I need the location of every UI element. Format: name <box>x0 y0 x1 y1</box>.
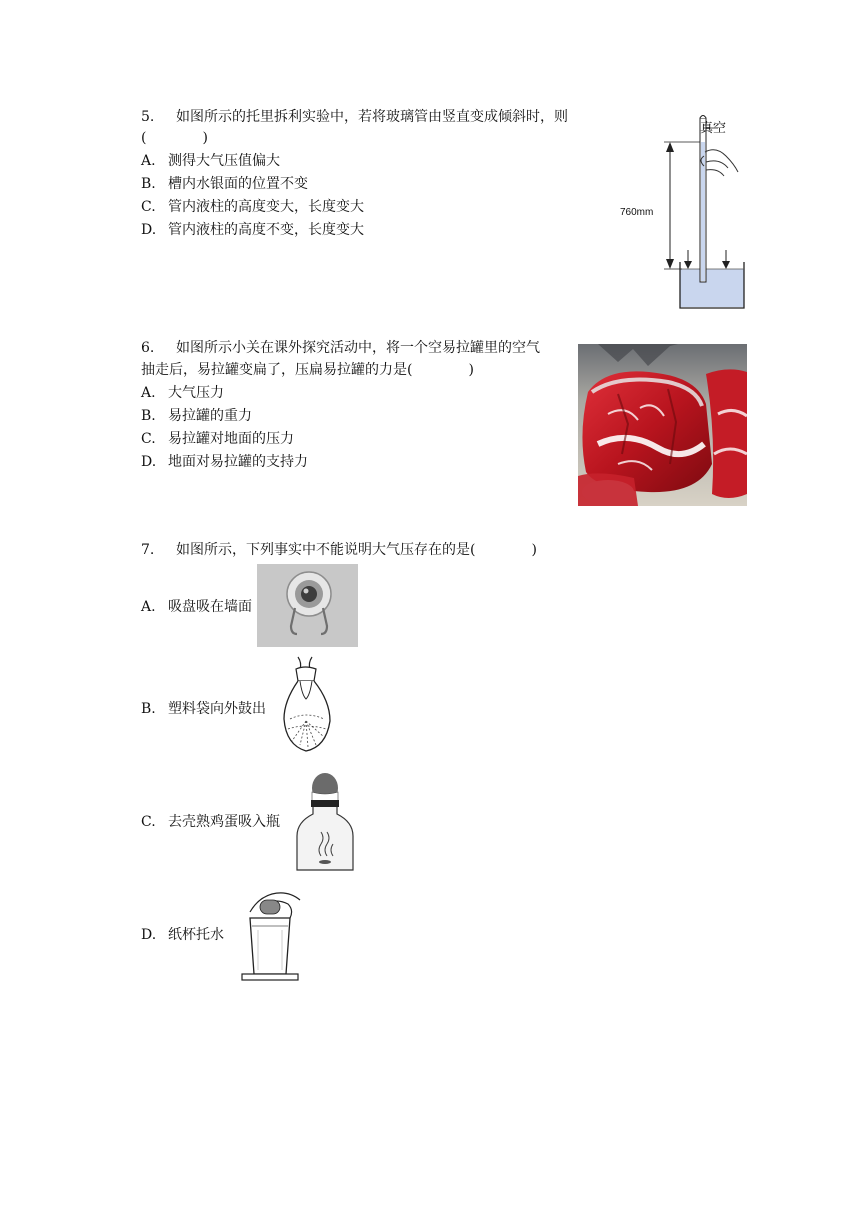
bag-outline-icon <box>284 681 330 751</box>
paper-card-icon <box>242 974 298 980</box>
q5-option-c-text: 管内液柱的高度变大，长度变大 <box>168 199 364 215</box>
hand-icon <box>701 150 738 176</box>
q7-option-b-text: 塑料袋向外鼓出 <box>168 701 266 717</box>
mercury-trough-fill <box>680 269 744 307</box>
egg-bottle-drawing <box>293 772 357 874</box>
q5-stem-line1: 如图所示的托里拆利实验中，若将玻璃管由竖直变成倾斜时，则 <box>176 109 568 125</box>
q7-stem-line1: 如图所示，下列事实中不能说明大气压存在的是( ) <box>176 542 537 558</box>
q5-option-d-letter: D. <box>141 222 157 238</box>
q6-option-b-text: 易拉罐的重力 <box>168 408 252 424</box>
q5-option-d-text: 管内液柱的高度不变，长度变大 <box>168 222 364 238</box>
crushed-can-photo <box>578 344 747 506</box>
q5-option-b-letter: B. <box>141 176 156 192</box>
q6-option-c-letter: C. <box>141 431 156 447</box>
q7-option-d-text: 纸杯托水 <box>168 927 224 943</box>
q6-option-b-letter: B. <box>141 408 156 424</box>
q5-option-c-letter: C. <box>141 199 156 215</box>
q6-stem-line2: 抽走后，易拉罐变扁了，压扁易拉罐的力是( ) <box>141 362 474 378</box>
pressure-arrow-left <box>684 261 692 269</box>
q7-option-b-letter: B. <box>141 701 156 717</box>
q7-number: 7. <box>141 542 155 558</box>
q6-option-d-letter: D. <box>141 454 157 470</box>
q6-option-a-text: 大气压力 <box>168 385 224 401</box>
q5-number: 5. <box>141 109 155 125</box>
q6-option-a-letter: A. <box>141 385 156 401</box>
vacuum-label: 真空 <box>700 121 727 136</box>
q5-stem-line2: ( ) <box>141 130 208 146</box>
q6-option-c-text: 易拉罐对地面的压力 <box>168 431 294 447</box>
cup-icon <box>250 918 290 974</box>
q7-option-d-letter: D. <box>141 927 157 943</box>
suction-cup-photo <box>257 564 358 647</box>
q5-option-b-text: 槽内水银面的位置不变 <box>168 176 308 192</box>
q5-option-a-text: 测得大气压值偏大 <box>168 153 280 169</box>
q6-option-d-text: 地面对易拉罐的支持力 <box>168 454 308 470</box>
pressure-arrow-right <box>722 261 730 269</box>
q7-option-a-text: 吸盘吸在墙面 <box>168 599 252 615</box>
q7-option-a-letter: A. <box>141 599 156 615</box>
height-label: 760mm <box>620 207 654 218</box>
q6-stem-line1: 如图所示小关在课外探究活动中，将一个空易拉罐里的空气 <box>176 340 540 356</box>
plastic-bag-drawing <box>278 655 336 755</box>
q6-number: 6. <box>141 340 155 356</box>
q7-option-c-text: 去壳熟鸡蛋吸入瓶 <box>168 814 280 830</box>
paper-cup-drawing <box>238 890 304 984</box>
torricelli-figure <box>620 112 760 314</box>
q5-option-a-letter: A. <box>141 153 156 169</box>
q7-option-c-letter: C. <box>141 814 156 830</box>
